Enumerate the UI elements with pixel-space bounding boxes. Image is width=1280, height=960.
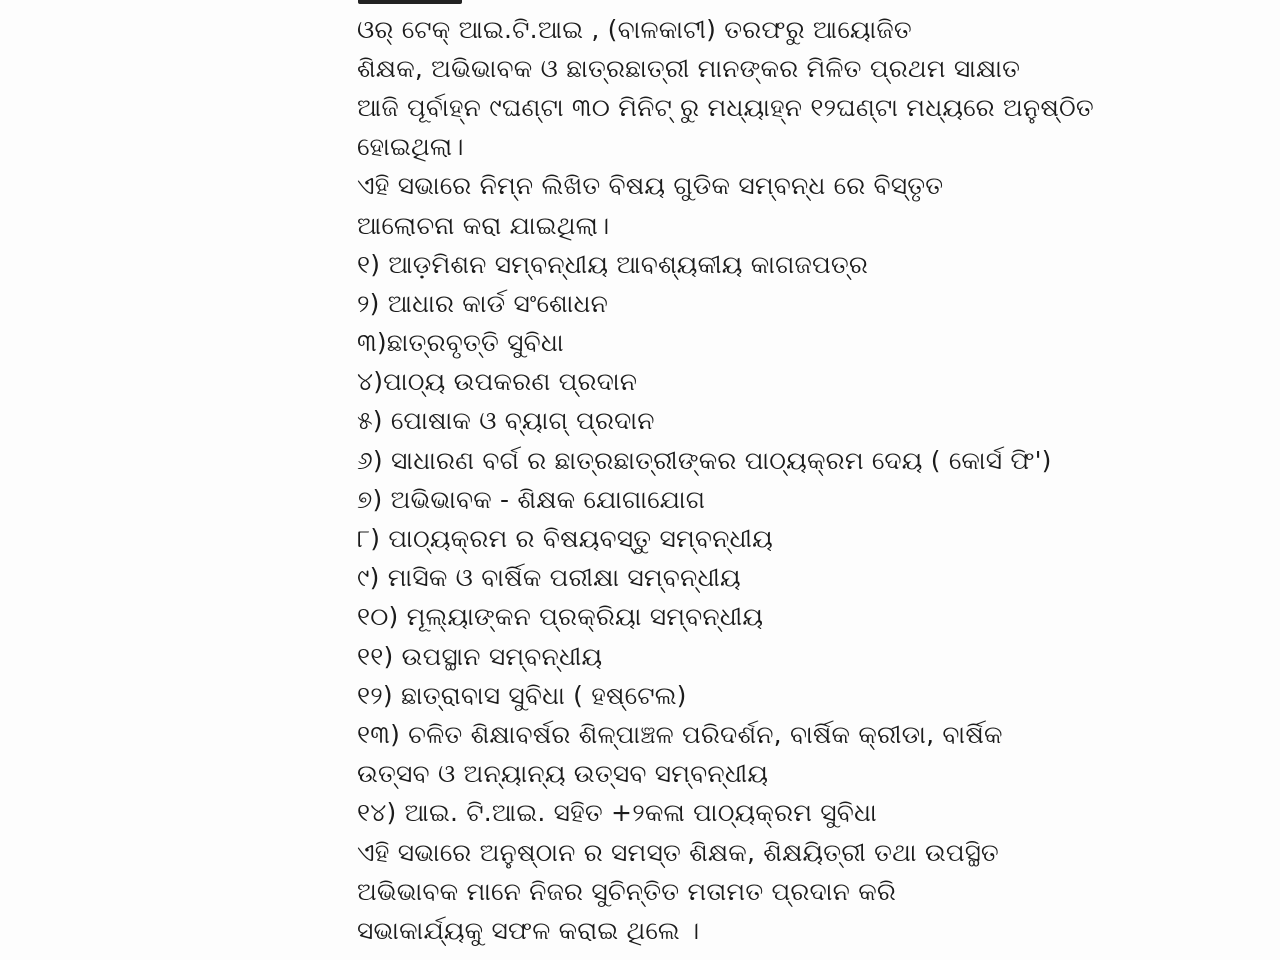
- document-line-12: ୬) ସାଧାରଣ ବର୍ଗ ର ଛାତ୍ରଛାତ୍ରୀଙ୍କର ପାଠ୍ୟକ୍ରମ ଦେୟ ( କୋର୍ସ ଫି'): [357, 445, 1052, 475]
- document-line-20: ଉତ୍ସବ ଓ ଅନ୍ୟାନ୍ୟ ଉତ୍ସବ ସମ୍ବନ୍ଧୀୟ: [357, 759, 769, 789]
- document-line-6: ଆଲୋଚନା କରା ଯାଇଥିଲା।: [357, 210, 610, 240]
- document-line-13: ୭) ଅଭିଭାବକ - ଶିକ୍ଷକ ଯୋଗାଯୋଗ: [357, 484, 706, 514]
- document-line-24: ସଭାକାର୍ଯ୍ୟକୁ ସଫଳ କରାଇ ଥିଲେ ।: [357, 915, 700, 945]
- document-line-2: ଶିକ୍ଷକ, ଅଭିଭାବକ ଓ ଛାତ୍ରଛାତ୍ରୀ ମାନଙ୍କର ମିଳିତ ପ୍ରଥମ ସାକ୍ଷାତ: [357, 53, 1021, 83]
- document-line-21: ୧୪) ଆଇ. ଟି.ଆଇ. ସହିତ +୨କଳା ପାଠ୍ୟକ୍ରମ ସୁବିଧା: [357, 798, 877, 828]
- document-line-4: ହୋଇଥିଲା।: [357, 132, 464, 162]
- document-line-23: ଅଭିଭାବକ ମାନେ ନିଜର ସୁଚିନ୍ତିତ ମତାମତ ପ୍ରଦାନ କରି: [357, 876, 897, 906]
- document-text-block: [357, 10, 1094, 951]
- document-line-18: ୧୨) ଛାତ୍ରାବାସ ସୁବିଧା ( ହଷ୍ଟେଲ): [357, 680, 687, 710]
- document-line-3: ଆଜି ପୂର୍ବାହ୍ନ ୯ଘଣ୍ଟା ୩୦ ମିନିଟ୍ ରୁ ମଧ୍ୟାହ୍ନ ୧୨ଘଣ୍ଟା ମଧ୍ୟରେ ଅନୁଷ୍ଠିତ: [357, 92, 1094, 122]
- document-line-9: ୩)ଛାତ୍ରବୃତ୍ତି ସୁବିଧା: [357, 328, 564, 358]
- document-line-14: ୮) ପାଠ୍ୟକ୍ରମ ର ବିଷୟବସ୍ତୁ ସମ୍ବନ୍ଧୀୟ: [357, 524, 773, 554]
- document-line-22: ଏହି ସଭାରେ ଅନୁଷ୍ଠାନ ର ସମସ୍ତ ଶିକ୍ଷକ, ଶିକ୍ଷୟିତ୍ରୀ ତଥା ଉପସ୍ଥିତ: [357, 837, 999, 867]
- document-line-1: ଓର୍ ଟେକ୍ ଆଇ.ଟି.ଆଇ , (ବାଳକାଟୀ) ତରଫରୁ ଆୟୋଜିତ: [357, 14, 912, 44]
- document-line-10: ୪)ପାଠ୍ୟ ଉପକରଣ ପ୍ରଦାନ: [357, 367, 638, 397]
- document-line-5: ଏହି ସଭାରେ ନିମ୍ନ ଲିଖିତ ବିଷୟ ଗୁଡିକ ସମ୍ବନ୍ଧ ରେ ବିସ୍ତୃତ: [357, 171, 944, 201]
- document-line-8: ୨) ଆଧାର କାର୍ଡ ସଂଶୋଧନ: [357, 288, 609, 318]
- document-line-19: ୧୩) ଚଳିତ ଶିକ୍ଷାବର୍ଷର ଶିଳ୍ପାଞ୍ଚଳ ପରିଦର୍ଶନ, ବାର୍ଷିକ କ୍ରୀଡା, ବାର୍ଷିକ: [357, 719, 1003, 749]
- document-line-15: ୯) ମାସିକ ଓ ବାର୍ଷିକ ପରୀକ୍ଷା ସମ୍ବନ୍ଧୀୟ: [357, 563, 741, 593]
- document-line-17: ୧୧) ଉପସ୍ଥାନ ସମ୍ବନ୍ଧୀୟ: [357, 641, 603, 671]
- document-line-7: ୧) ଆଡ଼ମିଶନ ସମ୍ବନ୍ଧୀୟ ଆବଶ୍ୟକୀୟ କାଗଜପତ୍ର: [357, 249, 869, 279]
- document-line-16: ୧୦) ମୂଲ୍ୟାଙ୍କନ ପ୍ରକ୍ରିୟା ସମ୍ବନ୍ଧୀୟ: [357, 602, 764, 632]
- document-line-11: ୫) ପୋଷାକ ଓ ବ୍ୟାଗ୍ ପ୍ରଦାନ: [357, 406, 655, 436]
- cutoff-heading-bar: [358, 0, 462, 4]
